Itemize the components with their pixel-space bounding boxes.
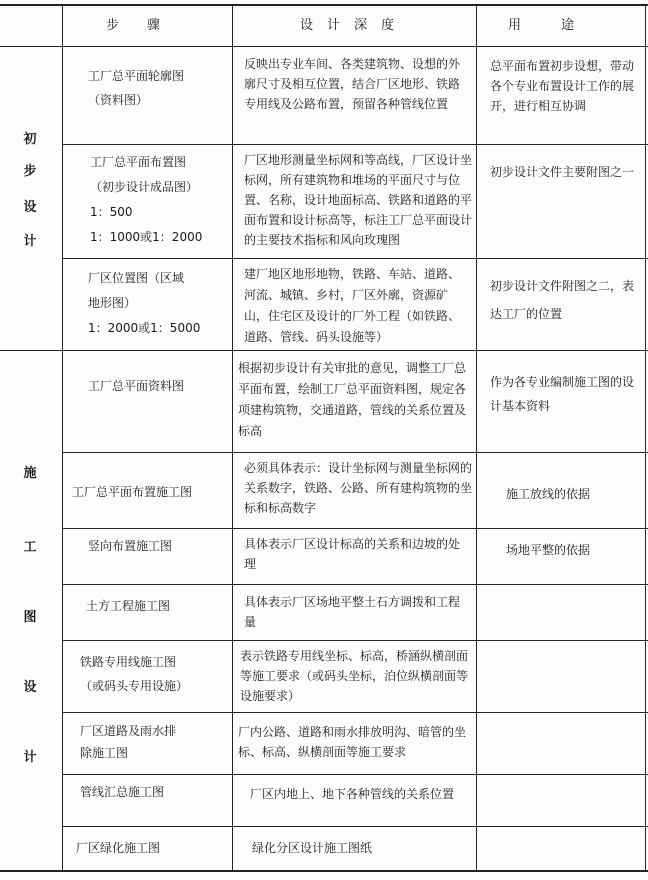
table-row-step [72,482,230,502]
phase-char: 施 [23,466,37,481]
phase-char: 计 [23,750,37,765]
table-row-step [86,596,226,616]
step-line: （资料图） [88,93,149,107]
phase-char: 初 [23,132,37,147]
header-depth: 设计深度 [299,18,408,33]
table-row-depth: 厂区内地上、地下各种管线的关系位置 [250,787,455,801]
step-line: 厂区道路及雨水排 [80,724,177,738]
phase-char: 计 [23,234,37,249]
table-row-step [88,266,228,341]
table-row-step [76,838,230,858]
table-row-step [88,376,228,396]
row-divider [62,452,648,453]
row-divider [62,258,648,259]
step-line: 1：500 [90,205,133,219]
phase-char: 步 [23,164,37,179]
step-line: 工厂总平面布置图 [90,155,187,169]
table-bottom-rule [0,870,648,872]
step-line: 管线汇总施工图 [80,785,165,799]
step-line: 土方工程施工图 [86,599,171,613]
header-use: 用途 [507,18,614,33]
row-divider [62,774,648,775]
table-row-step [80,782,230,802]
row-divider [62,826,648,827]
col-divider-depth [476,4,477,870]
step-line: 工厂总平面轮廓图 [88,69,185,83]
col-divider-phase [62,4,63,870]
step-line: 地形图） [88,296,137,310]
step-line: 竖向布置施工图 [88,539,173,553]
header-steps: 步骤 [105,18,188,33]
phase-char: 设 [23,680,37,695]
table-row-depth: 具体表示厂区设计标高的关系和边坡的处理 [244,537,461,571]
row-divider [62,144,648,145]
step-line: 1：1000或1：2000 [90,230,203,244]
step-line: 1：2000或1：5000 [88,321,201,335]
step-line: 厂区位置图（区域 [88,271,185,285]
table-row-use: 作为各专业编制施工图的设计基本资料 [490,375,635,413]
header-bottom-rule [0,46,648,47]
table-row-depth: 反映出专业车间、各类建筑物、设想的外廓尺寸及相互位置，结合厂区地形、铁路专用线及公路布置，预留各种管线位置 [244,57,461,111]
table-row-depth: 具体表示厂区场地平整土石方调拨和工程量 [244,595,461,629]
table-row-use: 施工放线的依据 [506,487,591,501]
row-divider [62,712,648,713]
table-row-step [80,650,230,698]
table-row-step [80,720,230,764]
table-row-depth: 厂内公路、道路和雨水排放明沟、暗管的坐标、标高、纵横剖面等施工要求 [238,725,467,759]
step-line: （初步设计成品图） [90,180,199,194]
phase-char: 工 [23,540,37,555]
table-row-depth: 绿化分区设计施工图纸 [252,841,373,855]
phase-divider [0,350,648,351]
table-row-step [88,536,228,556]
table-row-depth: 建厂地区地形地物，铁路、车站、道路、河流、城镇、乡村，厂区外廓，资源矿山，住宅区及设计的厂外工程（如铁路、道路、管线、码头设施等） [244,267,461,344]
col-divider-step [232,4,233,870]
table-row-depth: 必须具体表示：设计坐标网与测量坐标网的关系数字，铁路、公路、所有建构筑物的坐标和标高数字 [244,461,473,515]
step-line: 除施工图 [80,746,129,760]
table-row-use: 总平面布置初步设想，带动各个专业布置设计工作的展开，进行相互协调 [490,59,635,113]
step-line: 工厂总平面资料图 [88,379,185,393]
step-line: 铁路专用线施工图 [80,655,177,669]
table-row-step [88,66,228,110]
phase-char: 设 [23,200,37,215]
table-row-depth: 厂区地形测量坐标网和等高线，厂区设计坐标网，所有建筑物和堆场的平面尺寸与位置、名称，设计地面标高、铁路和道路的平面布置和设计标高等，标注工厂总平面设计的主要技术指标和风向玫瑰图 [244,153,473,247]
row-divider [62,640,648,641]
table-row-step [90,150,230,250]
phase-char: 图 [23,610,37,625]
col-divider-right [645,4,646,870]
step-line: 工厂总平面布置施工图 [72,485,193,499]
step-line: 厂区绿化施工图 [76,841,161,855]
table-row-use: 初步设计文件附图之二，表达工厂的位置 [490,279,635,321]
table-row-use: 场地平整的依据 [506,543,591,557]
row-divider [62,584,648,585]
table-row-depth: 根据初步设计有关审批的意见，调整工厂总平面布置，绘制工厂总平面资料图，规定各项建构筑物，交通道路，管线的关系位置及标高 [238,361,467,438]
table-top-rule [0,4,648,6]
row-divider [62,528,648,529]
table-row-use: 初步设计文件主要附图之一 [490,165,635,179]
table-row-depth: 表示铁路专用线坐标、标高，桥涵纵横剖面等施工要求（或码头坐标，泊位纵横剖面等设施要求） [240,649,469,703]
step-line: （或码头专用设施） [80,679,189,693]
